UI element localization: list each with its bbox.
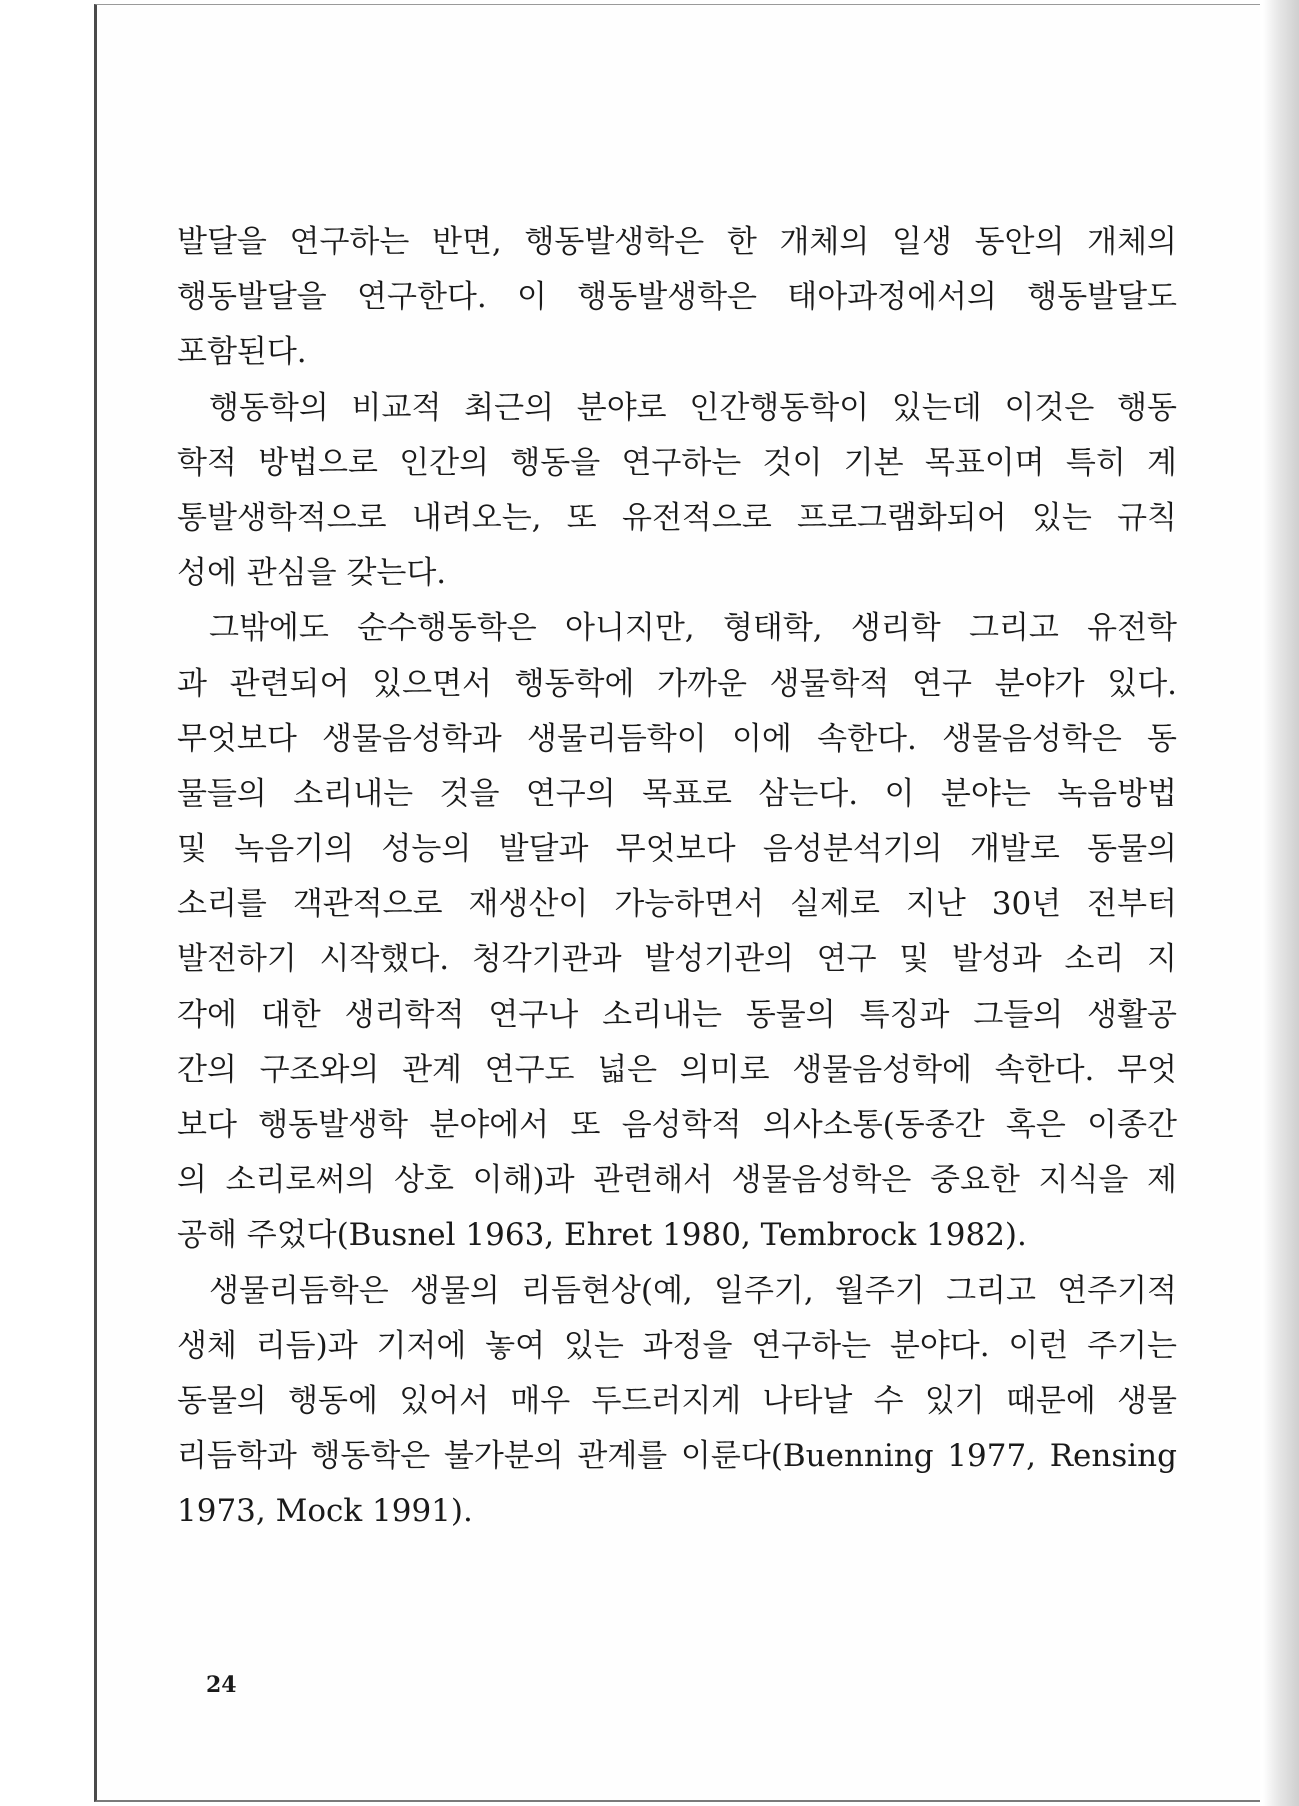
paragraph-2: [177, 381, 1177, 602]
text-line: 각에 대한 생리학적 연구나 소리내는 동물의 특징과 그들의 생활공: [177, 996, 1177, 1033]
text-line: 포함된다.: [177, 334, 307, 371]
paragraph-1: [177, 215, 1177, 381]
text-line: 발전하기 시작했다. 청각기관과 발성기관의 연구 및 발성과 소리 지: [177, 941, 1177, 978]
text-line: 생체 리듬)과 기저에 놓여 있는 과정을 연구하는 분야다. 이런 주기는: [177, 1327, 1177, 1364]
text-line: 성에 관심을 갖는다.: [177, 555, 447, 592]
text-line: 소리를 객관적으로 재생산이 가능하면서 실제로 지난 30년 전부터: [177, 886, 1177, 923]
paragraph-4: [177, 1264, 1177, 1540]
text-line: 생물리듬학은 생물의 리듬현상(예, 일주기, 월주기 그리고 연주기적: [209, 1272, 1177, 1309]
text-line: 학적 방법으로 인간의 행동을 연구하는 것이 기본 목표이며 특히 계: [177, 444, 1177, 481]
text-line: 보다 행동발생학 분야에서 또 음성학적 의사소통(동종간 혹은 이종간: [177, 1107, 1177, 1143]
text-line: 공해 주었다(Busnel 1963, Ehret 1980, Tembrock 1982).: [177, 1217, 1027, 1254]
body-text: [177, 215, 1177, 1540]
text-line: 발달을 연구하는 반면, 행동발생학은 한 개체의 일생 동안의 개체의: [177, 224, 1177, 260]
text-line: 의 소리로써의 상호 이해)과 관련해서 생물음성학은 중요한 지식을 제: [177, 1162, 1177, 1199]
text-line: 무엇보다 생물음성학과 생물리듬학이 이에 속한다. 생물음성학은 동: [177, 720, 1177, 757]
text-line: 그밖에도 순수행동학은 아니지만, 형태학, 생리학 그리고 유전학: [209, 610, 1177, 647]
page-number: 24: [206, 1672, 237, 1698]
text-line: 동물의 행동에 있어서 매우 두드러지게 나타날 수 있기 때문에 생물: [177, 1382, 1177, 1419]
text-line: 통발생학적으로 내려오는, 또 유전적으로 프로그램화되어 있는 규칙: [177, 499, 1177, 536]
text-line: 1973, Mock 1991).: [177, 1493, 473, 1530]
text-line: 물들의 소리내는 것을 연구의 목표로 삼는다. 이 분야는 녹음방법: [177, 775, 1177, 812]
text-line: 행동발달을 연구한다. 이 행동발생학은 태아과정에서의 행동발달도: [177, 279, 1177, 316]
text-line: 간의 구조와의 관계 연구도 넓은 의미로 생물음성학에 속한다. 무엇: [177, 1051, 1177, 1088]
text-line: 리듬학과 행동학은 불가분의 관계를 이룬다(Buenning 1977, Rensing: [177, 1438, 1177, 1475]
text-line: 행동학의 비교적 최근의 분야로 인간행동학이 있는데 이것은 행동: [209, 389, 1177, 426]
text-line: 및 녹음기의 성능의 발달과 무엇보다 음성분석기의 개발로 동물의: [177, 831, 1177, 868]
paragraph-3: [177, 601, 1177, 1263]
scan-shadow-edge: [1263, 0, 1299, 1806]
text-line: 과 관련되어 있으면서 행동학에 가까운 생물학적 연구 분야가 있다.: [177, 665, 1177, 702]
